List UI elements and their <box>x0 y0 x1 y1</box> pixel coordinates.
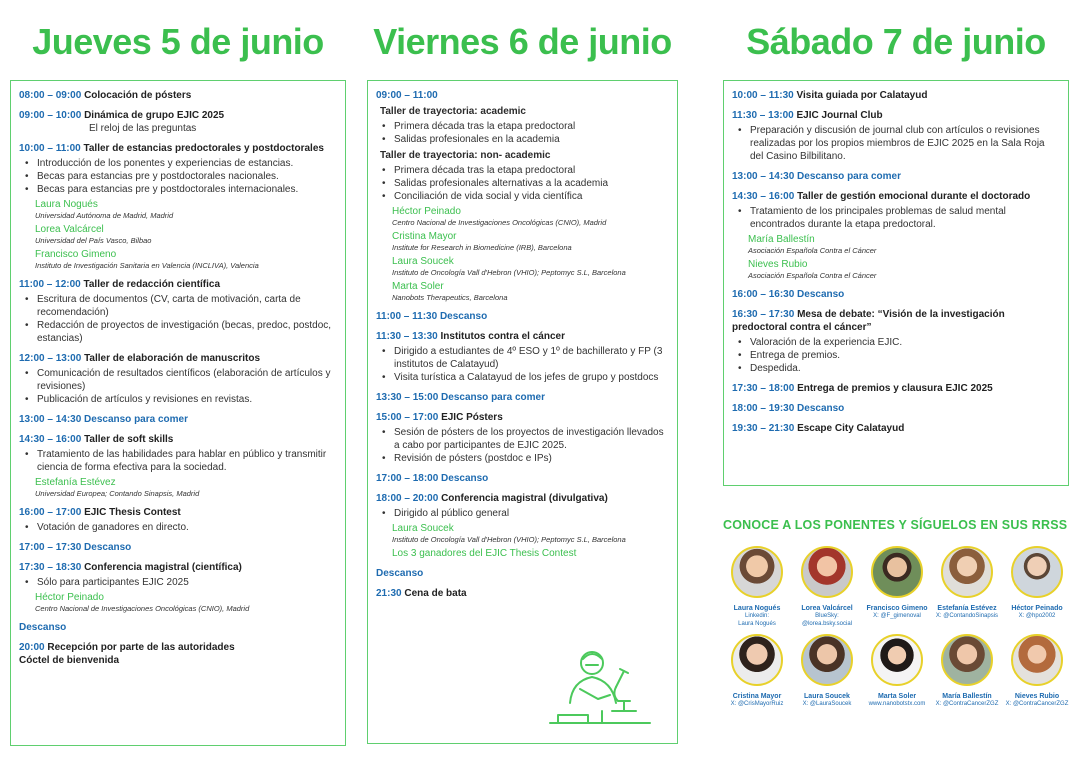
social-link[interactable]: X: @LauraSoucek <box>802 701 852 707</box>
social-link[interactable]: X: @hpo2002 <box>1018 613 1056 619</box>
event: 17:30 – 18:00 Entrega de premios y clausura EJIC 2025 <box>732 383 993 394</box>
speaker-card: Héctor Peinado X: @hpo2002 <box>1003 546 1071 628</box>
break: 17:00 – 17:30 Descanso <box>19 542 132 553</box>
social-link[interactable]: X: @CrisMayorRuiz <box>730 701 784 707</box>
break: 13:00 – 14:30 Descanso para comer <box>19 414 188 425</box>
day-title-friday: Viernes 6 de junio <box>373 21 672 62</box>
speaker-card: Lorea Valcárcel BlueSky: @lorea.bsky.social <box>793 546 861 628</box>
event: 18:00 – 20:00 Conferencia magistral (divulgativa) • Dirigido al público general Laura Soucek Instituto de Oncología Vall d'Hebron (VHIO); Peptomyc S.L, Barcelona Los 3 ganadores del EJIC Thesis Contest <box>376 492 669 560</box>
event: 10:00 – 11:00 Taller de estancias predoctorales y postdoctorales • Introducción de los ponentes y experiencias de estancias. • Becas para estancias pre y postdoctorales nacionales. • Becas para estancias pre y postdoctorales internacionales. Laura Nogués Universidad Autónoma de Madrid, Madrid Lorea Valcárcel Universidad del País Vasco, Bilbao Francisco Gimeno Instituto de Investigación Sanitaria en Valencia (INCLIVA), Valencia <box>19 142 337 271</box>
avatar <box>731 546 783 598</box>
avatar <box>941 546 993 598</box>
avatar <box>871 634 923 686</box>
event: 16:00 – 17:00 EJIC Thesis Contest • Votación de ganadores en directo. <box>19 506 337 534</box>
thursday-column <box>10 0 346 746</box>
avatar <box>941 634 993 686</box>
event: 11:30 – 13:30 Institutos contra el cáncer • Dirigido a estudiantes de 4º ESO y 1º de bachillerato y FP (3 institutos de Calatayud) • Visita turística a Calatayud de los jefes de grupo y postdocs <box>376 330 669 384</box>
event: 20:00 Recepción por parte de las autoridades Cóctel de bienvenida <box>19 642 235 666</box>
speakers-section-title: CONOCE A LOS PONENTES Y SÍGUELOS EN SUS RRSS <box>723 518 1068 532</box>
speaker-card: Marta Soler www.nanobotstx.com <box>863 634 931 709</box>
social-link[interactable]: www.nanobotstx.com <box>868 701 926 707</box>
speaker-card: Laura Soucek X: @LauraSoucek <box>793 634 861 709</box>
speaker-card: Francisco Gimeno X: @F_gimenoval <box>863 546 931 628</box>
break: 13:30 – 15:00 Descanso para comer <box>376 392 545 403</box>
event: 08:00 – 09:00 Colocación de pósters <box>19 90 192 101</box>
social-link[interactable]: X: @F_gimenoval <box>873 613 921 619</box>
speaker-card: Estefanía Estévez X: @ContandoSinapsis <box>933 546 1001 628</box>
day-title-thursday: Jueves 5 de junio <box>32 21 324 62</box>
friday-schedule <box>367 80 678 744</box>
friday-column <box>367 0 678 744</box>
break: Descanso <box>376 568 424 579</box>
avatar <box>801 634 853 686</box>
break: 16:00 – 16:30 Descanso <box>732 289 845 300</box>
day-title-saturday: Sábado 7 de junio <box>746 21 1046 62</box>
avatar <box>1011 546 1063 598</box>
saturday-schedule <box>723 80 1069 486</box>
avatar <box>731 634 783 686</box>
saturday-column <box>723 0 1069 709</box>
speakers-grid <box>723 546 1069 709</box>
avatar <box>1011 634 1063 686</box>
break: Descanso <box>19 622 67 633</box>
avatar <box>871 546 923 598</box>
social-link[interactable]: Linkedin: <box>744 613 770 619</box>
speaker-card: Nieves Rubio X: @ContraCancerZGZ <box>1003 634 1071 709</box>
event: 19:30 – 21:30 Escape City Calatayud <box>732 423 905 434</box>
event: 11:00 – 12:00 Taller de redacción científica • Escritura de documentos (CV, carta de motivación, carta de recomendación) • Redacción de proyectos de investigación (becas, predoc, postdoc, estancias) <box>19 278 337 345</box>
speaker-card: Laura Nogués Linkedin: Laura Nogués <box>723 546 791 628</box>
social-link[interactable]: X: @ContraCancerZGZ <box>1005 701 1069 707</box>
avatar <box>801 546 853 598</box>
speaker-card: Cristina Mayor X: @CrisMayorRuiz <box>723 634 791 709</box>
event: 14:30 – 16:00 Taller de gestión emocional durante el doctorado • Tratamiento de los principales problemas de salud mental encontrados durante la etapa predoctoral. María Ballestín Asociación Española Contra el Cáncer Nieves Rubio Asociación Española Contra el Cáncer <box>732 190 1060 281</box>
event: 09:00 – 10:00 Dinámica de grupo EJIC 2025 El reloj de las preguntas <box>19 110 225 134</box>
social-link[interactable]: @lorea.bsky.social <box>802 620 852 627</box>
social-link[interactable]: BlueSky: <box>815 613 839 619</box>
social-link[interactable]: X: @ContraCancerZGZ <box>935 701 999 707</box>
social-link[interactable]: X: @ContandoSinapsis <box>935 613 999 619</box>
event: 09:00 – 11:00 Taller de trayectoria: academic • Primera década tras la etapa predoctoral • Salidas profesionales en la academia Taller de trayectoria: non- academic • Primera década tras la etapa predoctoral • Salidas profesionales alternativas a la academia • Conciliación de vida social y vida científica Héctor Peinado Centro Nacional de Investigaciones Oncológicas (CNIO), Madrid Cristina Mayor Institute for Research in Biomedicine (IRB), Barcelona Laura Soucek Instituto de Oncología Vall d'Hebron (VHIO); Peptomyc S.L, Barcelona Marta Soler Nanobots Therapeutics, Barcelona <box>376 89 669 303</box>
event: 14:30 – 16:00 Taller de soft skills • Tratamiento de las habilidades para hablar en público y transmitir ciencia de forma efectiva para la sociedad. Estefanía Estévez Universidad Europea; Contando Sinapsis, Madrid <box>19 433 337 499</box>
speaker-card: María Ballestín X: @ContraCancerZGZ <box>933 634 1001 709</box>
event: 10:00 – 11:30 Visita guiada por Calatayud <box>732 90 928 101</box>
event: 12:00 – 13:00 Taller de elaboración de manuscritos • Comunicación de resultados científicos (elaboración de artículos y revisiones) • Publicación de artículos y revisiones en revistas. <box>19 352 337 406</box>
thursday-schedule <box>10 80 346 746</box>
event: 11:30 – 13:00 EJIC Journal Club • Preparación y discusión de journal club con artículos o revisiones realizadas por los propios miembros de EJIC 2025 en la Sala Roja del Casino Bilbilitano. <box>732 109 1060 163</box>
break: 17:00 – 18:00 Descanso <box>376 473 489 484</box>
event: 17:30 – 18:30 Conferencia magistral (científica) • Sólo para participantes EJIC 2025 Héctor Peinado Centro Nacional de Investigaciones Oncológicas (CNIO), Madrid <box>19 561 337 614</box>
event: 21:30 Cena de bata <box>376 588 467 599</box>
event: 15:00 – 17:00 EJIC Pósters • Sesión de pósters de los proyectos de investigación llevados a cabo por participantes de EJIC 2025. • Revisión de pósters (postdoc e IPs) <box>376 411 669 465</box>
social-link[interactable]: Laura Nogués <box>738 620 776 627</box>
break: 18:00 – 19:30 Descanso <box>732 403 845 414</box>
scientist-microscope-illustration <box>540 641 660 737</box>
event: 16:30 – 17:30 Mesa de debate: “Visión de la investigación predoctoral contra el cáncer” • Valoración de la experiencia EJIC. • Entrega de premios. • Despedida. <box>732 308 1060 375</box>
break: 13:00 – 14:30 Descanso para comer <box>732 171 901 182</box>
break: 11:00 – 11:30 Descanso <box>376 311 488 322</box>
